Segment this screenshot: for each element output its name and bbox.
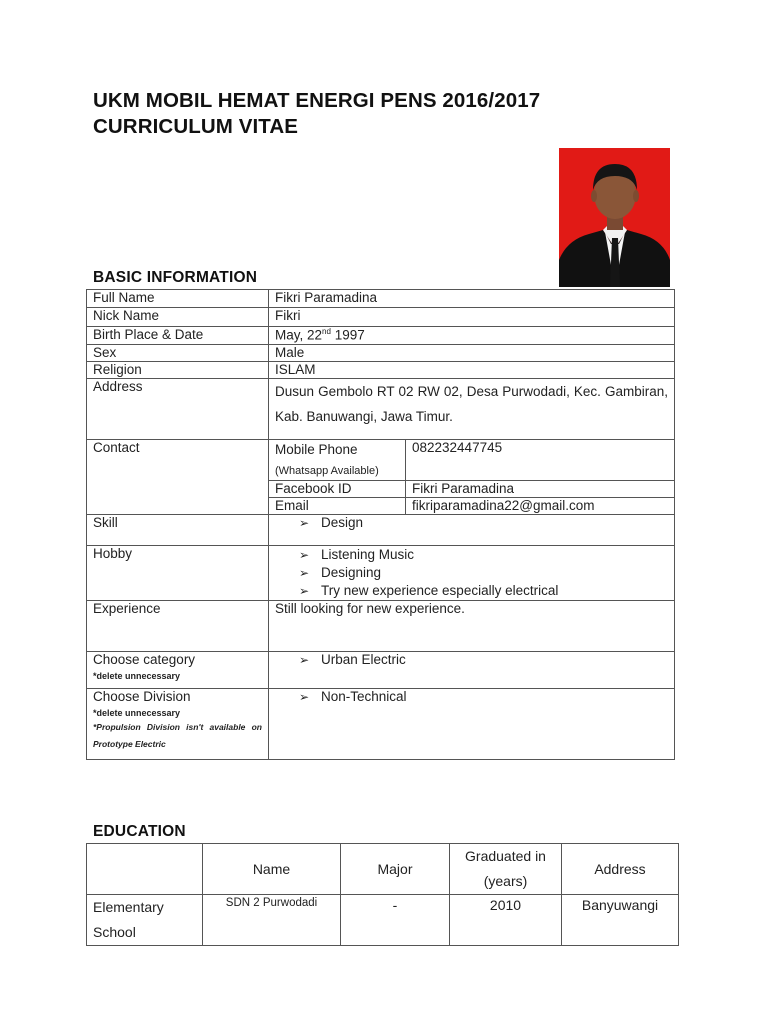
email-label: Email (269, 498, 406, 515)
table-row (87, 440, 675, 481)
division-label: Choose Division (93, 689, 191, 704)
header-graduated: Graduated in (years) (450, 844, 562, 895)
contact-label: Contact (87, 440, 269, 515)
edu-name: SDN 2 Purwodadi (203, 895, 341, 946)
birth-value (269, 327, 675, 345)
nick-name-value: Fikri (269, 308, 675, 327)
division-cell (87, 689, 269, 760)
arrow-bullet-icon: ➢ (299, 566, 310, 580)
table-row (87, 327, 675, 345)
table-row (87, 515, 675, 546)
hobby-label: Hobby (87, 546, 269, 601)
education-table (86, 843, 679, 946)
arrow-bullet-icon: ➢ (299, 690, 310, 704)
portrait-photo-icon (559, 148, 670, 287)
title-line-2: CURRICULUM VITAE (93, 115, 299, 138)
division-value: Non-Technical (321, 689, 407, 704)
experience-label: Experience (87, 601, 269, 652)
list-item (275, 546, 668, 564)
edu-graduated: 2010 (450, 895, 562, 946)
division-note-propulsion: *Propulsion Division isn't available on Prototype Electric (93, 722, 262, 749)
table-row (87, 601, 675, 652)
table-row (87, 895, 679, 946)
header-name: Name (203, 844, 341, 895)
religion-label: Religion (87, 362, 269, 379)
title-line-1: UKM MOBIL HEMAT ENERGI PENS 2016/2017 (93, 89, 541, 112)
mobile-phone-cell (269, 440, 406, 481)
skill-item: Design (321, 515, 364, 530)
edu-level: Elementary School (87, 895, 203, 946)
skill-list (269, 515, 675, 546)
category-value: Urban Electric (321, 652, 406, 667)
facebook-label: Facebook ID (269, 481, 406, 498)
religion-value: ISLAM (269, 362, 675, 379)
whatsapp-note: (Whatsapp Available) (275, 465, 379, 477)
skill-label: Skill (87, 515, 269, 546)
category-cell (87, 652, 269, 689)
basic-information-table (86, 289, 675, 760)
header-address: Address (562, 844, 679, 895)
table-row (87, 652, 675, 689)
arrow-bullet-icon: ➢ (299, 548, 310, 562)
sex-label: Sex (87, 345, 269, 362)
address-value: Dusun Gembolo RT 02 RW 02, Desa Purwodadi, Kec. Gambiran, Kab. Banuwangi, Jawa Timur. (269, 379, 675, 440)
table-row (87, 345, 675, 362)
hobby-item: Try new experience especially electrical (321, 583, 559, 598)
category-value-cell (269, 652, 675, 689)
birth-date-text: May, 22 (275, 327, 323, 343)
birth-date-suffix: nd (322, 327, 331, 336)
list-item (275, 689, 668, 704)
mobile-phone-value: 082232447745 (406, 440, 675, 481)
arrow-bullet-icon: ➢ (299, 653, 310, 667)
basic-information-heading: BASIC INFORMATION (93, 269, 258, 286)
facebook-value: Fikri Paramadina (406, 481, 675, 498)
table-row (87, 546, 675, 601)
mobile-phone-label: Mobile Phone (275, 442, 358, 457)
document-title (93, 88, 540, 140)
arrow-bullet-icon: ➢ (299, 584, 310, 598)
header-empty (87, 844, 203, 895)
birth-label: Birth Place & Date (87, 327, 269, 345)
list-item (275, 564, 668, 582)
division-value-cell (269, 689, 675, 760)
header-major: Major (341, 844, 450, 895)
division-note: *delete unnecessary (93, 708, 181, 718)
email-value: fikriparamadina22@gmail.com (406, 498, 675, 515)
nick-name-label: Nick Name (87, 308, 269, 327)
table-row (87, 308, 675, 327)
table-row (87, 844, 679, 895)
hobby-list (269, 546, 675, 601)
experience-value: Still looking for new experience. (269, 601, 675, 652)
arrow-bullet-icon: ➢ (299, 516, 310, 530)
address-label: Address (87, 379, 269, 440)
list-item (275, 652, 668, 667)
full-name-label: Full Name (87, 290, 269, 308)
table-row (87, 290, 675, 308)
category-note: *delete unnecessary (93, 671, 181, 681)
sex-value: Male (269, 345, 675, 362)
edu-address: Banyuwangi (562, 895, 679, 946)
table-row (87, 362, 675, 379)
hobby-item: Designing (321, 565, 382, 580)
table-row (87, 379, 675, 440)
edu-major: - (341, 895, 450, 946)
table-row (87, 689, 675, 760)
education-heading: EDUCATION (93, 823, 186, 840)
list-item (275, 582, 668, 600)
full-name-value: Fikri Paramadina (269, 290, 675, 308)
category-label: Choose category (93, 652, 196, 667)
list-item (275, 515, 668, 530)
birth-year-text: 1997 (330, 327, 365, 343)
hobby-item: Listening Music (321, 547, 415, 562)
